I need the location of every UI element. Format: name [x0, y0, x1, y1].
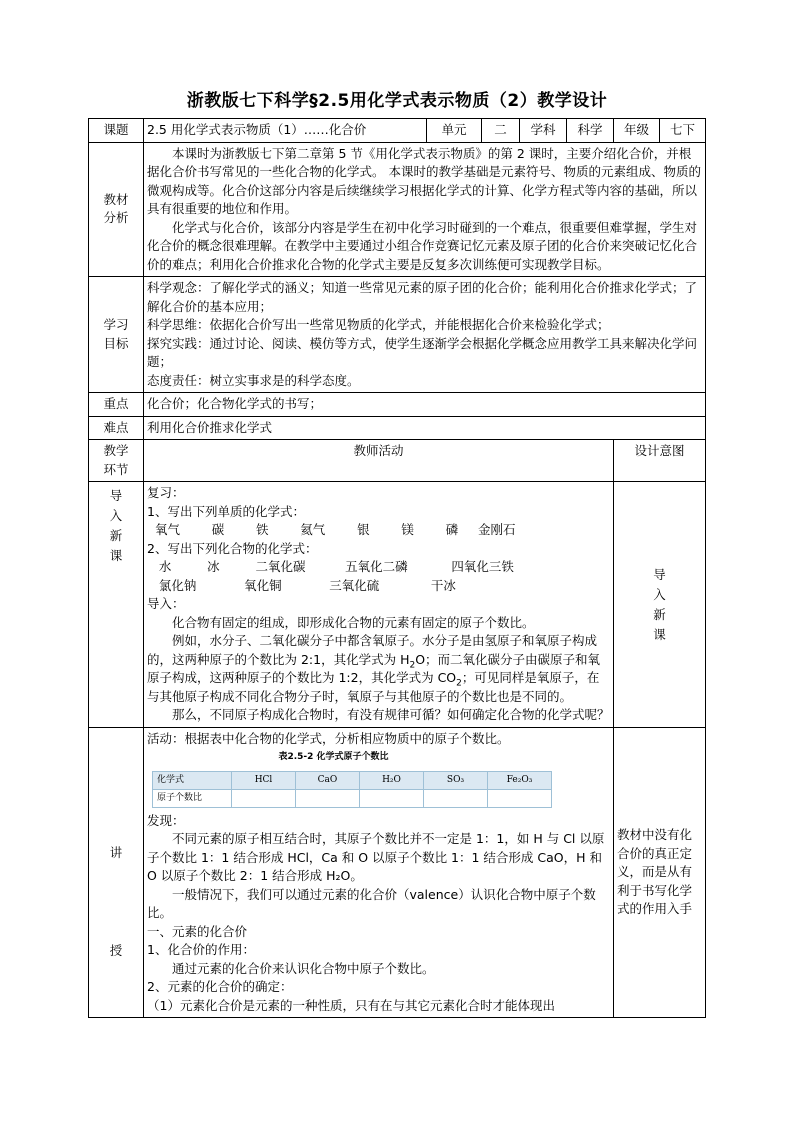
objective-item: 科学观念：了解化学式的涵义；知道一些常见元素的原子团的化合价；能利用化合价推求化学式；了解化合价的基本应用；	[147, 280, 698, 314]
question-1-items: 氧气 碳 铁 氦气 银 镁 磷 金刚石	[147, 522, 516, 537]
objectives-row	[89, 277, 706, 393]
section-heading: 一、元素的化合价	[147, 923, 248, 939]
intro-intent: 导 入 新 课	[614, 482, 706, 728]
lead-heading: 导入：	[147, 596, 185, 611]
intro-row	[89, 482, 706, 728]
difficulty-row	[89, 416, 706, 440]
atom-ratio-table	[152, 771, 552, 808]
page-title: 浙教版七下科学§2.5用化学式表示物质（2）教学设计	[186, 91, 608, 111]
analysis-paragraph: 本课时为浙教版七下第二章第 5 节《用化学式表示物质》的第 2 课时，主要介绍化合价，并根据化合价书写常见的一些化合物的化学式。 本课时的教学基础是元素符号、物质的元素组成、物质的微观构成等。化合价这部分内容是后续继续学习根据化学式的计算、化学方程式等内容的基础，所以具有很重要的地位和作用。	[147, 145, 701, 216]
review-heading: 复习：	[147, 485, 185, 500]
grade-label: 年级	[614, 119, 660, 143]
finding-heading: 发现：	[147, 812, 185, 828]
section-paragraph: 通过元素的化合价来认识化合物中原子个数比。	[172, 960, 435, 976]
question-2: 2、写出下列化合物的化学式：	[147, 540, 318, 556]
table-header-cell: SO₃	[424, 771, 488, 789]
analysis-row	[89, 142, 706, 277]
process-header-row	[89, 440, 706, 482]
table-cell	[424, 789, 488, 807]
question-2-items: 氯化钠 氧化铜 三氧化硫 干冰	[147, 577, 456, 593]
difficulty-text: 利用化合价推求化学式	[144, 416, 706, 440]
unit-label: 单元	[427, 119, 482, 143]
analysis-label: 教材 分析	[89, 142, 144, 277]
table-caption: 表2.5-2 化学式原子个数比	[278, 752, 389, 762]
objectives-label: 学习 目标	[89, 277, 144, 393]
table-header-cell: Fe₂O₃	[488, 771, 552, 789]
section-paragraph: （1）元素化合价是元素的一种性质，只有在与其它元素化合时才能体现出	[147, 997, 555, 1013]
intro-paragraph: 化合物有固定的组成，即形成化合物的元素有固定的原子个数比。	[172, 614, 535, 630]
teacher-activity-header: 教师活动	[144, 440, 614, 482]
activity-text: 活动：根据表中化合物的化学式，分析相应物质中的原子个数比。	[147, 730, 510, 746]
subsection-heading: 2、元素的化合价的确定：	[147, 979, 293, 994]
table-header-cell: 化学式	[153, 771, 232, 789]
table-cell	[232, 789, 296, 807]
table-row-label: 原子个数比	[153, 789, 232, 807]
objective-item: 态度责任：树立实事求是的科学态度。	[147, 372, 360, 388]
analysis-content	[144, 142, 706, 277]
lecture-intent: 教材中没有化合价的真正定义，而是从有利于书写化学式的作用入手	[614, 727, 706, 1018]
key-label: 重点	[89, 393, 144, 417]
intro-content	[144, 482, 614, 728]
grade-value: 七下	[660, 119, 706, 143]
table-cell	[488, 789, 552, 807]
analysis-paragraph: 化学式与化合价，该部分内容是学生在初中化学习时碰到的一个难点，很重要但难掌握，学生对化合价的概念很难理解。在教学中主要通过小组合作竞赛记忆元素及原子团的化合价来突破记忆化合价的难点；利用化合价推求化合物的化学式主要是反复多次训练便可实现教学目标。	[147, 219, 698, 272]
intro-stage-label: 导 入 新 课	[89, 482, 144, 728]
subject-value: 科学	[567, 119, 614, 143]
lecture-content	[144, 727, 614, 1018]
topic-label: 课题	[89, 119, 144, 143]
table-header-cell: H₂O	[360, 771, 424, 789]
intro-paragraph: 那么，不同原子构成化合物时，有没有规律可循？如何确定化合物的化学式呢？	[172, 707, 610, 722]
objectives-content	[144, 277, 706, 393]
intro-paragraph: 例如，水分子、二氧化碳分子中都含氧原子。水分子是由氢原子和氧原子构成的，这两种原子的个数比为 2:1，其化学式为 $H_2O$；而二氧化碳分子由碳原子和氧原子构成，这两种原子的个数比为 1:2，其化学式为 $CO_2$；可见同样是氧原子，在与其他原子构成不同化合物分子时，氧原子与其他原子的个数比也是不同的。	[147, 633, 601, 704]
key-points-row	[89, 393, 706, 417]
table-header-cell: CaO	[296, 771, 360, 789]
finding-paragraph: 一般情况下，我们可以通过元素的化合价（valence）认识化合物中原子个数比。	[147, 886, 596, 920]
design-intent-header: 设计意图	[614, 440, 706, 482]
table-cell	[360, 789, 424, 807]
table-header-cell: HCl	[232, 771, 296, 789]
lecture-row	[89, 727, 706, 1018]
lecture-stage-label: 讲 授	[89, 727, 144, 1018]
header-row	[89, 119, 706, 143]
question-1: 1、写出下列单质的化学式：	[147, 503, 305, 519]
question-2-items: 水 冰 二氧化碳 五氧化二磷 四氧化三铁	[147, 559, 514, 574]
topic-value: 2.5 用化学式表示物质（1）……化合价	[144, 119, 427, 143]
difficulty-label: 难点	[89, 416, 144, 440]
unit-value: 二	[482, 119, 520, 143]
objective-item: 探究实践：通过讨论、阅读、模仿等方式，使学生逐渐学会根据化学概念应用教学工具来解决化学问题；	[147, 335, 698, 369]
table-cell	[296, 789, 360, 807]
lesson-plan-table	[88, 118, 706, 1018]
objective-item: 科学思维：依据化合价写出一些常见物质的化学式，并能根据化合价来检验化学式；	[147, 317, 610, 332]
subject-label: 学科	[520, 119, 567, 143]
key-text: 化合价；化合物化学式的书写；	[144, 393, 706, 417]
subsection-heading: 1、化合价的作用：	[147, 942, 255, 957]
stage-header: 教学 环节	[89, 440, 144, 482]
finding-paragraph: 不同元素的原子相互结合时，其原子个数比并不一定是 1：1，如 H 与 Cl 以原子个数比 1：1 结合形成 HCl，Ca 和 O 以原子个数比 1：1 结合形成 CaO，H 和 O 以原子个数比 2：1 结合形成 H₂O。	[147, 831, 605, 883]
